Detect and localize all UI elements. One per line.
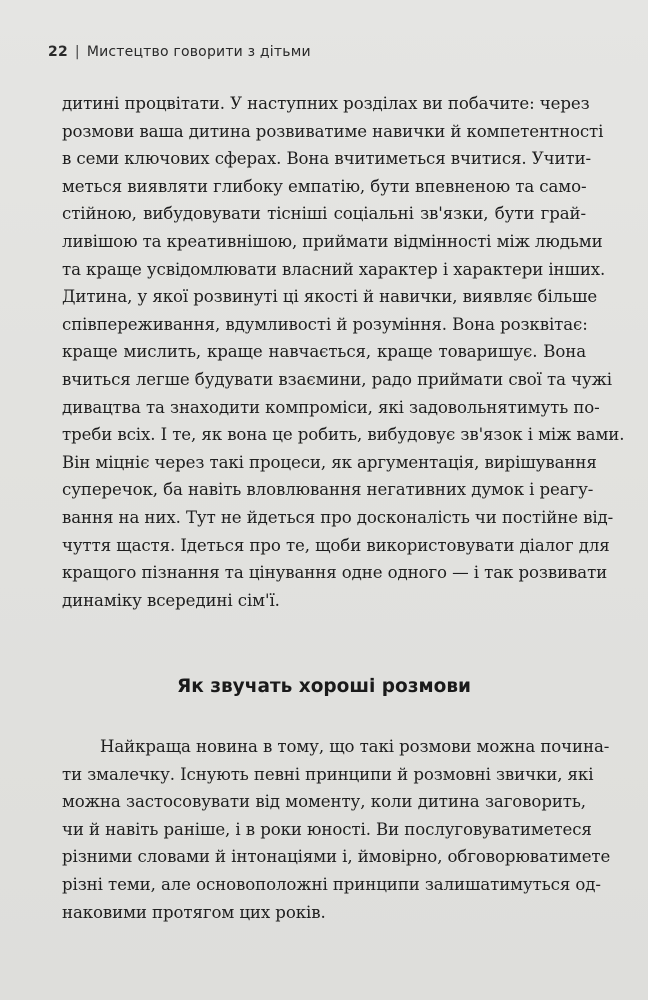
text-line: суперечок, ба навіть вловлювання негативних думок і реагу- (62, 480, 594, 500)
text-line: кращого пізнання та цінування одне одного — і так розвивати (62, 563, 608, 583)
text-line: вчиться легше будувати взаємини, радо приймати свої та чужі (62, 369, 612, 389)
text-line: Найкраща новина в тому, що такі розмови можна почина- (100, 737, 610, 756)
text-line: ти змалечку. Існують певні принципи й розмовні звички, які (62, 764, 594, 784)
paragraph-1 (62, 90, 625, 614)
text-line: стійною, вибудовувати тісніші соціальні зв'язки, бути грай- (62, 204, 586, 224)
text-line: Він міцніє через такі процеси, як аргументація, вирішування (62, 452, 597, 472)
paragraph-2 (62, 733, 611, 926)
text-line: можна застосовувати від моменту, коли дитина заговорить, (62, 792, 586, 812)
text-line: різними словами й інтонаціями і, ймовірно, обговорюватимете (62, 847, 611, 867)
text-line: розмови ваша дитина розвиватиме навички й компетентності (62, 121, 604, 141)
section-heading: Як звучать хороші розмови (176, 676, 472, 697)
header-separator: | (74, 44, 80, 60)
text-line: ливішою та креативнішою, приймати відмінності між людьми (62, 231, 603, 251)
text-line: дитині процвітати. У наступних розділах ви побачите: через (62, 94, 590, 113)
text-line: та краще усвідомлювати власний характер і характери інших. (62, 259, 606, 279)
text-line: треби всіх. І те, як вона це робить, вибудовує зв'язок і між вами. (62, 425, 625, 445)
text-line: дивацтва та знаходити компроміси, які задовольнятимуть по- (62, 397, 600, 417)
text-line: чуття щастя. Ідеться про те, щоби використовувати діалог для (62, 535, 610, 555)
text-line: наковими протягом цих років. (62, 902, 326, 922)
text-line: динаміку всередині сім'ї. (62, 590, 280, 610)
text-line: різні теми, але основоположні принципи залишатимуться од- (62, 874, 601, 894)
text-line: співпереживання, вдумливості й розуміння. Вона розквітає: (62, 314, 588, 334)
text-line: Дитина, у якої розвинуті ці якості й навички, виявляє більше (62, 287, 598, 307)
running-header (48, 44, 311, 60)
text-line: краще мислить, краще навчається, краще товаришує. Вона (62, 342, 586, 362)
text-line: чи й навіть раніше, і в роки юності. Ви послуговуватиметеся (62, 819, 592, 839)
text-line: вання на них. Тут не йдеться про досконалість чи постійне від- (62, 507, 614, 527)
book-title: Мистецтво говорити з дітьми (86, 44, 311, 60)
text-line: в семи ключових сферах. Вона вчитиметься вчитися. Учити- (62, 149, 592, 169)
text-line: меться виявляти глибоку емпатію, бути впевненою та само- (62, 176, 587, 196)
page-number: 22 (48, 44, 68, 60)
